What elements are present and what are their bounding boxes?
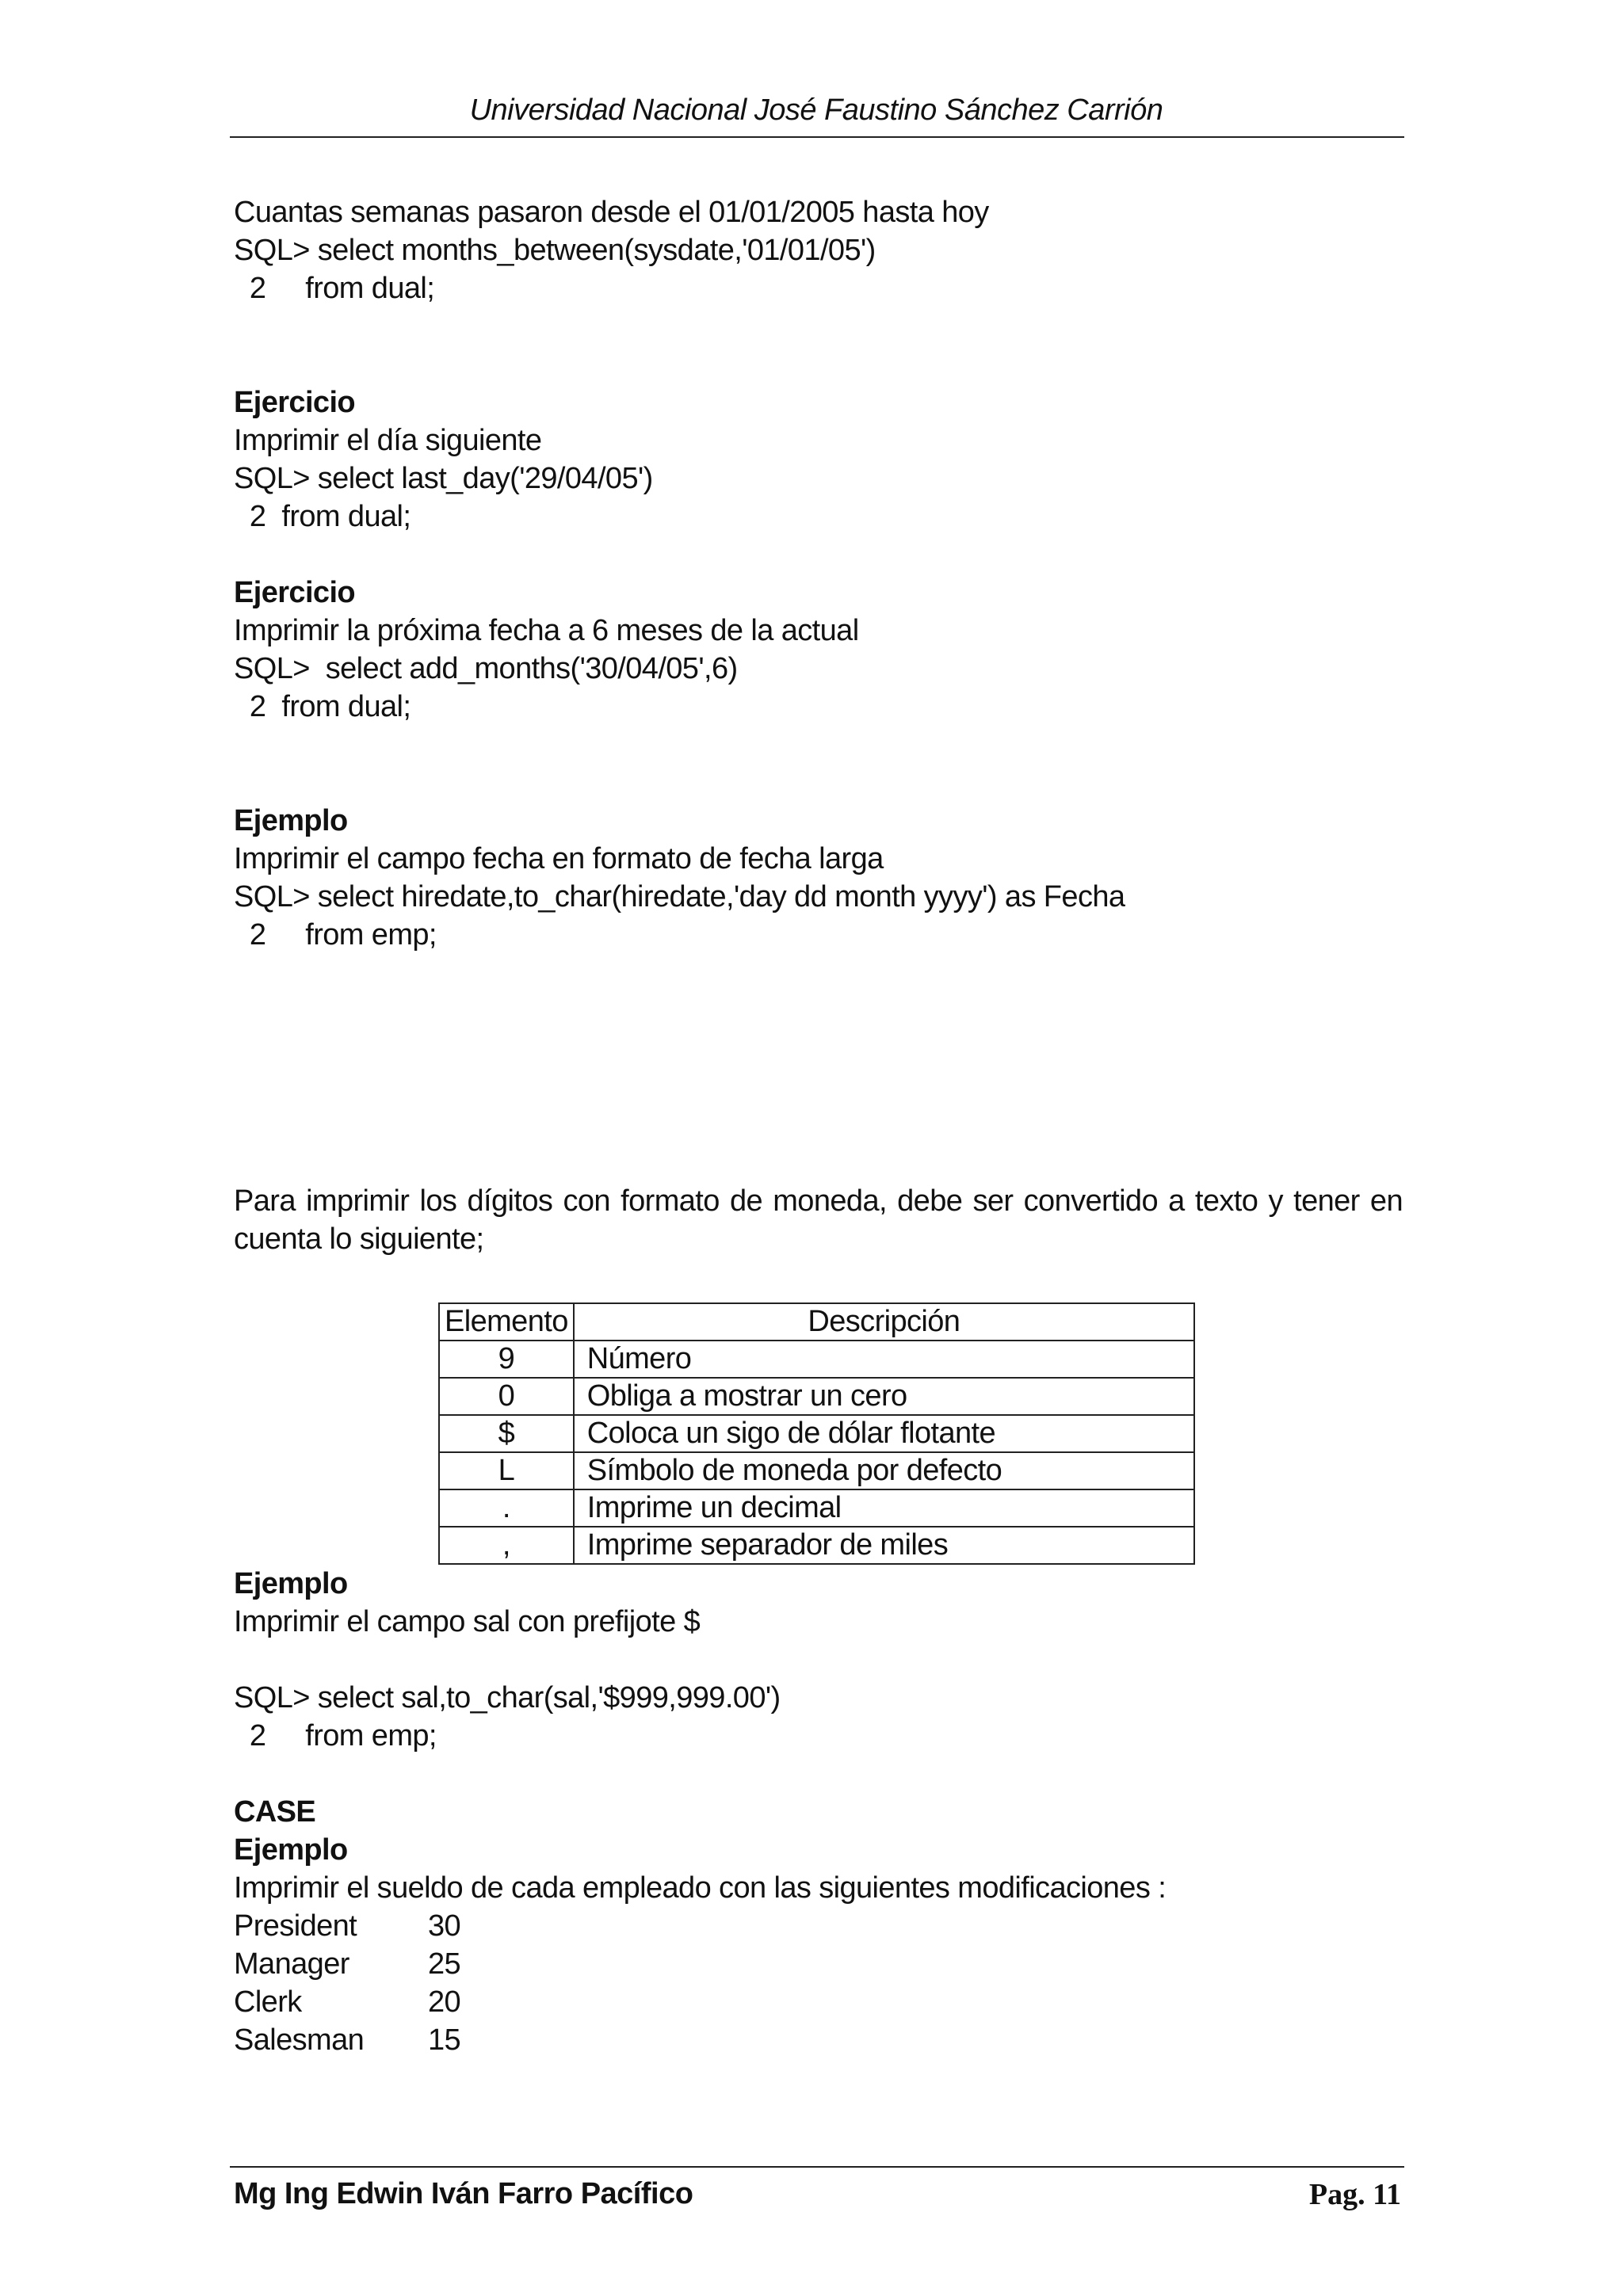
exercise-1-code-line-1: SQL> select last_day('29/04/05') bbox=[234, 462, 653, 495]
role-value: 20 bbox=[428, 1985, 461, 2019]
table-cell-description: Obliga a mostrar un cero bbox=[574, 1378, 1194, 1415]
weeks-code-line-2: 2 from dual; bbox=[234, 272, 435, 305]
table-cell-element: 0 bbox=[439, 1378, 574, 1415]
table-cell-description: Símbolo de moneda por defecto bbox=[574, 1452, 1194, 1489]
header-rule bbox=[230, 136, 1404, 138]
table-row bbox=[439, 1415, 1194, 1452]
example-1-text: Imprimir el campo fecha en formato de fecha larga bbox=[234, 842, 884, 875]
exercise-1-label: Ejercicio bbox=[234, 386, 356, 419]
table-header-description: Descripción bbox=[574, 1303, 1194, 1341]
example-1-code-line-1: SQL> select hiredate,to_char(hiredate,'day dd month yyyy') as Fecha bbox=[234, 880, 1125, 913]
list-item bbox=[234, 2021, 1403, 2059]
table-row bbox=[439, 1527, 1194, 1564]
case-example-label: Ejemplo bbox=[234, 1833, 348, 1867]
table-header-row bbox=[439, 1303, 1194, 1341]
table-header-element: Elemento bbox=[439, 1303, 574, 1341]
footer-page-number: Pag. 11 bbox=[1308, 2178, 1401, 2211]
role-value: 25 bbox=[428, 1947, 461, 1981]
exercise-2-code-line-1: SQL> select add_months('30/04/05',6) bbox=[234, 652, 738, 685]
footer-rule bbox=[230, 2166, 1404, 2168]
table-row bbox=[439, 1341, 1194, 1378]
example-2-text: Imprimir el campo sal con prefijote $ bbox=[234, 1605, 701, 1638]
exercise-1-text: Imprimir el día siguiente bbox=[234, 424, 542, 457]
table-row bbox=[439, 1378, 1194, 1415]
footer-author: Mg Ing Edwin Iván Farro Pacífico bbox=[234, 2177, 693, 2210]
header-title: Universidad Nacional José Faustino Sánchez Carrión bbox=[469, 93, 1163, 127]
table-cell-description: Imprime un decimal bbox=[574, 1489, 1194, 1527]
role-name: Salesman bbox=[234, 2023, 365, 2057]
table-cell-element: 9 bbox=[439, 1341, 574, 1378]
table-row bbox=[439, 1452, 1194, 1489]
example-2-code-line-1: SQL> select sal,to_char(sal,'$999,999.00') bbox=[234, 1681, 781, 1714]
weeks-code-line-1: SQL> select months_between(sysdate,'01/01/05') bbox=[234, 234, 876, 267]
example-1-code-line-2: 2 from emp; bbox=[234, 918, 437, 952]
example-2-label: Ejemplo bbox=[234, 1567, 348, 1600]
example-1-label: Ejemplo bbox=[234, 804, 348, 837]
table-cell-description: Número bbox=[574, 1341, 1194, 1378]
list-item bbox=[234, 1983, 1403, 2021]
page-content bbox=[234, 193, 1403, 2059]
role-name: Manager bbox=[234, 1947, 349, 1981]
currency-paragraph: Para imprimir los dígitos con formato de moneda, debe ser convertido a texto y tener en cuenta lo siguiente; bbox=[234, 1184, 1403, 1256]
table-cell-element: , bbox=[439, 1527, 574, 1564]
role-value: 30 bbox=[428, 1909, 461, 1943]
case-title: CASE bbox=[234, 1795, 316, 1829]
list-item bbox=[234, 1945, 1403, 1983]
case-text: Imprimir el sueldo de cada empleado con las siguientes modificaciones : bbox=[234, 1871, 1167, 1905]
table-cell-element: . bbox=[439, 1489, 574, 1527]
role-name: President bbox=[234, 1909, 357, 1943]
example-2-code-line-2: 2 from emp; bbox=[234, 1719, 437, 1753]
exercise-2-text: Imprimir la próxima fecha a 6 meses de la actual bbox=[234, 614, 859, 647]
table-cell-description: Coloca un sigo de dólar flotante bbox=[574, 1415, 1194, 1452]
exercise-2-code-line-2: 2 from dual; bbox=[234, 690, 411, 723]
role-name: Clerk bbox=[234, 1985, 302, 2019]
table-cell-element: $ bbox=[439, 1415, 574, 1452]
exercise-1-code-line-2: 2 from dual; bbox=[234, 500, 411, 533]
role-list bbox=[234, 1907, 1403, 2059]
exercise-2-label: Ejercicio bbox=[234, 576, 356, 609]
table-cell-description: Imprime separador de miles bbox=[574, 1527, 1194, 1564]
role-value: 15 bbox=[428, 2023, 461, 2057]
table-row bbox=[439, 1489, 1194, 1527]
format-elements-table bbox=[438, 1302, 1195, 1565]
table-cell-element: L bbox=[439, 1452, 574, 1489]
weeks-text: Cuantas semanas pasaron desde el 01/01/2005 hasta hoy bbox=[234, 196, 989, 229]
list-item bbox=[234, 1907, 1403, 1945]
